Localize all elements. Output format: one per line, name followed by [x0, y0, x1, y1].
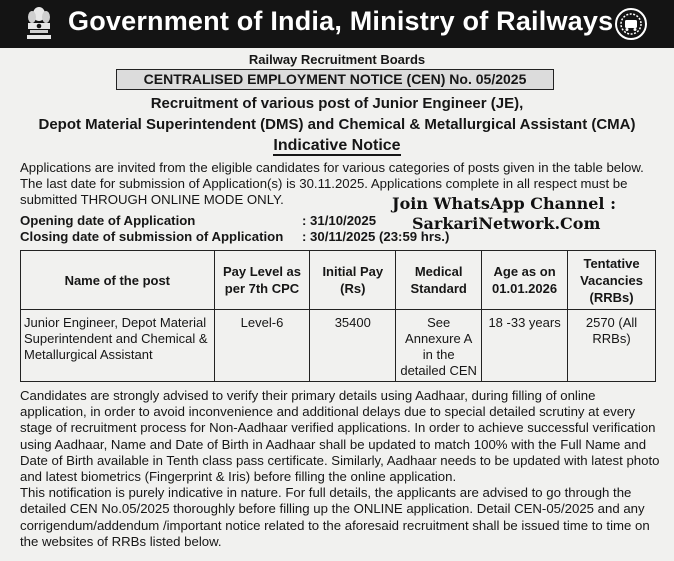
col-header-age: Age as on 01.01.2026 — [482, 251, 568, 310]
body-paragraphs — [20, 388, 660, 550]
cell-post-name: Junior Engineer, Depot Material Superintendent and Chemical & Metallurgical Assistant — [21, 310, 215, 382]
notification-paragraph: This notification is purely indicative in nature. For full details, the applicants are advised to go through the detailed CEN No.05/2025 thoroughly before filling up the ONLINE application. Detail CEN-05/2025 and any corrigendum/addendum /important notice related to the aforesaid recruitment shall be issued time to time on the websites of RRBs listed below. — [20, 485, 650, 549]
page-title: Government of India, Ministry of Railways — [68, 6, 614, 36]
watermark-site: SarkariNetwork.Com — [412, 214, 601, 233]
closing-date-value: : 30/11/2025 (23:59 hrs.) — [302, 229, 450, 244]
col-header-pay-level: Pay Level as per 7th CPC — [214, 251, 310, 310]
cell-pay-level: Level-6 — [214, 310, 310, 382]
recruitment-title-line2: Depot Material Superintendent (DMS) and Chemical & Metallurgical Assistant (CMA) — [38, 116, 636, 133]
aadhaar-paragraph: Candidates are strongly advised to verify their primary details using Aadhaar, during filling of online application, in order to avoid inconvenience and additional delays due to special detailed scrutiny at every stage of recruitment process for Non-Aadhaar verified applications. In order to achieve successful verification using Aadhaar, Name and Date of Birth in Aadhaar shall be updated to match 100% with the Full Name and Date of Birth available in Tenth class pass certificate. Similarly, Aadhaar needs to be updated with latest photo and latest biometrics (Fingerprint & Iris) before filling the online application. — [20, 388, 660, 485]
watermark-whatsapp: Join WhatsApp Channel : — [392, 194, 616, 213]
indicative-notice-label: Indicative Notice — [273, 137, 401, 154]
col-header-medical: Medical Standard — [396, 251, 482, 310]
closing-date-row — [20, 229, 449, 244]
col-header-initial-pay: Initial Pay (Rs) — [310, 251, 396, 310]
opening-date-row — [20, 213, 376, 228]
table-header-row — [21, 251, 656, 310]
indian-railways-logo-icon — [614, 7, 648, 41]
opening-date-value: : 31/10/2025 — [302, 213, 377, 228]
cell-medical: See Annexure A in the detailed CEN — [396, 310, 482, 382]
cen-number-box: CENTRALISED EMPLOYMENT NOTICE (CEN) No. 05/2025 — [116, 69, 554, 90]
cell-vacancies: 2570 (All RRBs) — [568, 310, 656, 382]
cell-initial-pay: 35400 — [310, 310, 396, 382]
boards-heading: Railway Recruitment Boards — [248, 52, 426, 67]
cell-age: 18 -33 years — [482, 310, 568, 382]
col-header-vacancies: Tentative Vacancies (RRBs) — [568, 251, 656, 310]
col-header-post: Name of the post — [21, 251, 215, 310]
table-row — [21, 310, 656, 382]
header-banner — [0, 0, 674, 48]
posts-table — [20, 250, 656, 382]
opening-date-label: Opening date of Application — [20, 213, 196, 228]
indicative-notice-heading — [0, 137, 674, 155]
national-emblem-icon — [24, 5, 54, 43]
intro-text: Applications are invited from the eligible candidates for various categories of posts given in the table below. The last date for submission of Application(s) is 30.11.2025. Applications complete in all respect must be submitted THROUGH ONLINE MODE ONLY. — [20, 160, 644, 207]
closing-date-label: Closing date of submission of Application — [20, 229, 284, 244]
recruitment-title-line1: Recruitment of various post of Junior Engineer (JE), — [150, 95, 524, 112]
